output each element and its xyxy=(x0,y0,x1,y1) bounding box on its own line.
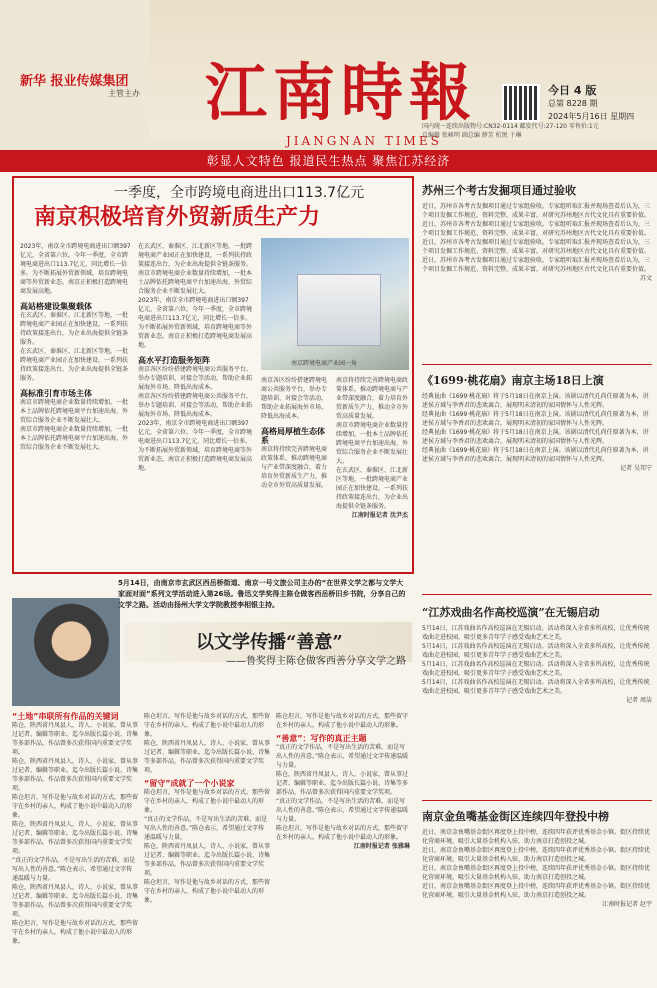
lead-col-4: 南京将持续完善跨境电商政策体系，推动跨境电商与产业带深度融合，着力培育外贸新质生产力，推动全市外贸高质量发展。 南京市跨境电商企业数量持续增加，一批本土品牌依托跨境电商平台加速出海，外贸综合服务企业不断发展壮大。 在玄武区、秦淮区、江北新区等地，一批跨境电商产业园正在加快建设，一系列扶持政策接连出台，为企业出海提供全链条服务。 江南时报记者 沈尹杰 xyxy=(336,377,409,519)
right-story-4-headline: 南京金鱼嘴基金街区连续四年登投中榜 xyxy=(422,810,609,823)
right-story-3: “江苏戏曲名作高校巡演”在无锡启动 5月14日，江苏戏曲名作高校巡演在无锡启动。活动将深入全省多所高校，让优秀传统戏曲走进校园，吸引更多青年学子感受戏曲艺术之美。 5月14日，江苏戏曲名作高校巡演在无锡启动。活动将深入全省多所高校，让优秀传统戏曲走进校园，吸引更多青年学子感受戏曲艺术之美。 5月14日，江苏戏曲名作高校巡演在无锡启动。活动将深入全省多所高校，让优秀传统戏曲走进校园，吸引更多青年学子感受戏曲艺术之美。 5月14日，江苏戏曲名作高校巡演在无锡启动。活动将深入全省多所高校，让优秀传统戏曲走进校园，吸引更多青年学子感受戏曲艺术之美。 记者 周洁 xyxy=(422,606,652,704)
feature-photo xyxy=(12,598,120,706)
right-story-2-headline: 《1699·桃花扇》南京主场18日上演 xyxy=(422,374,604,387)
newspaper-title-en: JIANGNAN TIMES xyxy=(286,134,442,148)
publication-info: 国内统一连续出版物号:CN32-0114 邮发代号:27-120 零售价:1元 总编辑 张峰明 副总编 薛芳 杭悦 于琳 xyxy=(422,123,599,139)
newspaper-title: 江南時報 xyxy=(205,56,478,129)
publisher-logo: 新华 报业传媒集团 xyxy=(20,74,129,89)
feature-col-2: 陈仓坦言，写作是他与故乡对话的方式，那些留守在乡村的亲人，构成了他小说中最动人的形象。 陈仓，陕西省丹凤县人，诗人、小说家，曾从事过记者、编辑等职业。迄今出版长篇小说、诗集等多部作品，作品曾多次获得国内重要文学奖项。 “留守”成就了一个小说家 陈仓坦言，写作是他与故乡对话的方式，那些留守在乡村的亲人，构成了他小说中最动人的形象。 “真正的文学作品，不是写出生活的苦难，而是写出人性的善意。”陈仓表示，希望通过文字传递温暖与力量。 陈仓，陕西省丹凤县人，诗人、小说家，曾从事过记者、编辑等职业。迄今出版长篇小说、诗集等多部作品，作品曾多次获得国内重要文学奖项。 陈仓坦言，写作是他与故乡对话的方式，那些留守在乡村的亲人，构成了他小说中最动人的形象。 xyxy=(144,713,271,904)
right-story-1-headline: 苏州三个考古发掘项目通过验收 xyxy=(422,184,576,197)
feature-col-1: “土地”串联所有作品的关键词 陈仓，陕西省丹凤县人，诗人、小说家，曾从事过记者、编辑等职业。迄今出版长篇小说、诗集等多部作品，作品曾多次获得国内重要文学奖项。 陈仓，陕西省丹凤县人，诗人、小说家，曾从事过记者、编辑等职业。迄今出版长篇小说、诗集等多部作品，作品曾多次获得国内重要文学奖项。 陈仓坦言，写作是他与故乡对话的方式，那些留守在乡村的亲人，构成了他小说中最动人的形象。 陈仓，陕西省丹凤县人，诗人、小说家，曾从事过记者、编辑等职业。迄今出版长篇小说、诗集等多部作品，作品曾多次获得国内重要文学奖项。 “真正的文学作品，不是写出生活的苦难，而是写出人性的善意。”陈仓表示，希望通过文字传递温暖与力量。 陈仓，陕西省丹凤县人，诗人、小说家，曾从事过记者、编辑等职业。迄今出版长篇小说、诗集等多部作品，作品曾多次获得国内重要文学奖项。 陈仓坦言，写作是他与故乡对话的方式，那些留守在乡村的亲人，构成了他小说中最动人的形象。 xyxy=(12,712,139,945)
lead-col-2: 在玄武区、秦淮区、江北新区等地，一批跨境电商产业园正在加快建设，一系列扶持政策接连出台，为企业出海提供全链条服务。 南京市跨境电商企业数量持续增加，一批本土品牌依托跨境电商平台加速出海，外贸综合服务企业不断发展壮大。 2023年，南京全市跨境电商进出口额397亿元，全省第六位。今年一季度，全市跨境电商进出口113.7亿元，同比增长一倍多。为不断拓展外贸新领域，培育跨境电商等外贸新业态，南京正积极打造跨境电商发展高地。 高水平打造服务矩阵 南京各区纷纷搭建跨境电商公共服务平台，举办专题培训、对接会等活动，帮助企业拓展海外市场、降低出海成本。 南京各区纷纷搭建跨境电商公共服务平台，举办专题培训、对接会等活动，帮助企业拓展海外市场、降低出海成本。 2023年，南京全市跨境电商进出口额397亿元，全省第六位。今年一季度，全市跨境电商进出口113.7亿元，同比增长一倍多。为不断拓展外贸新领域，培育跨境电商等外贸新业态，南京正积极打造跨境电商发展高地。 xyxy=(138,243,253,472)
building-image xyxy=(297,274,381,346)
feature-intro: 5月14日，由南京市玄武区西岳桥街道、南京一号文旅公司主办的“在世界文学之都与文学大家面对面”系列文学活动进入第26场。鲁迅文学奖得主陈仓做客西岳桥旧乡书院，分享自己的文学之路。活动由扬州大学文学院教授李相银主持。 xyxy=(118,579,406,609)
lead-col-3: 南京各区纷纷搭建跨境电商公共服务平台，举办专题培训、对接会等活动，帮助企业拓展海外市场、降低出海成本。 高格局厚植生态体系 南京将持续完善跨境电商政策体系，推动跨境电商与产业带深度融合，着力培育外贸新质生产力，推动全市外贸高质量发展。 xyxy=(261,377,328,489)
publisher-sub: 主管主办 xyxy=(108,89,140,98)
right-story-1: 苏州三个考古发掘项目通过验收 近日，苏州市各考古发掘项目通过专家组验收。专家组听取汇报并现场查看后认为，三个项目发掘工作规范、资料完整、成果丰富，对研究苏州地区古代文化具有重要价值。 近日，苏州市各考古发掘项目通过专家组验收。专家组听取汇报并现场查看后认为，三个项目发掘工作规范、资料完整、成果丰富，对研究苏州地区古代文化具有重要价值。 近日，苏州市各考古发掘项目通过专家组验收。专家组听取汇报并现场查看后认为，三个项目发掘工作规范、资料完整、成果丰富，对研究苏州地区古代文化具有重要价值。 近日，苏州市各考古发掘项目通过专家组验收。专家组听取汇报并现场查看后认为，三个项目发掘工作规范、资料完整、成果丰富，对研究苏州地区古代文化具有重要价值。 苏文 xyxy=(422,184,652,282)
right-story-3-headline: “江苏戏曲名作高校巡演”在无锡启动 xyxy=(422,606,600,619)
divider xyxy=(422,364,652,365)
right-story-2: 《1699·桃花扇》南京主场18日上演 经典昆曲《1699·桃花扇》将于5月18日在南京上演。该剧以清代孔尚任原著为本，讲述侯方域与李香君的悲欢离合，展现明末清初的家国情怀与人性光辉。 经典昆曲《1699·桃花扇》将于5月18日在南京上演。该剧以清代孔尚任原著为本，讲述侯方域与李香君的悲欢离合，展现明末清初的家国情怀与人性光辉。 经典昆曲《1699·桃花扇》将于5月18日在南京上演。该剧以清代孔尚任原著为本，讲述侯方域与李香君的悲欢离合，展现明末清初的家国情怀与人性光辉。 经典昆曲《1699·桃花扇》将于5月18日在南京上演。该剧以清代孔尚任原著为本，讲述侯方域与李香君的悲欢离合，展现明末清初的家国情怀与人性光辉。 记者 吴邦宁 xyxy=(422,374,652,472)
slogan-band: 彰显人文特色 报道民生热点 聚焦江苏经济 xyxy=(0,150,657,172)
divider xyxy=(422,800,652,801)
qr-code-icon xyxy=(502,84,540,122)
feature-subtitle: ——鲁奖得主陈仓做客西善分享文学之路 xyxy=(226,656,406,667)
photo-caption: 南京跨境电商产业园一角 xyxy=(291,360,358,367)
lead-col-1: 2023年，南京全市跨境电商进出口额397亿元，全省第六位。今年一季度，全市跨境电商进出口113.7亿元，同比增长一倍多。为不断拓展外贸新领域，培育跨境电商等外贸新业态，南京正积极打造跨境电商发展高地。 高站格建设集聚载体 在玄武区、秦淮区、江北新区等地，一批跨境电商产业园正在加快建设，一系列扶持政策接连出台，为企业出海提供全链条服务。 在玄武区、秦淮区、江北新区等地，一批跨境电商产业园正在加快建设，一系列扶持政策接连出台，为企业出海提供全链条服务。 高标准引育市场主体 南京市跨境电商企业数量持续增加，一批本土品牌依托跨境电商平台加速出海，外贸综合服务企业不断发展壮大。 南京市跨境电商企业数量持续增加，一批本土品牌依托跨境电商平台加速出海，外贸综合服务企业不断发展壮大。 xyxy=(20,243,131,451)
feature-col-3: 陈仓坦言，写作是他与故乡对话的方式，那些留守在乡村的亲人，构成了他小说中最动人的形象。 “善意”：写作的真正主题 “真正的文学作品，不是写出生活的苦难，而是写出人性的善意。”陈仓表示，希望通过文字传递温暖与力量。 陈仓，陕西省丹凤县人，诗人、小说家，曾从事过记者、编辑等职业。迄今出版长篇小说、诗集等多部作品，作品曾多次获得国内重要文学奖项。 “真正的文学作品，不是写出生活的苦难，而是写出人性的善意。”陈仓表示，希望通过文字传递温暖与力量。 陈仓坦言，写作是他与故乡对话的方式，那些留守在乡村的亲人，构成了他小说中最动人的形象。 江南时报记者 张雅琳 xyxy=(276,713,410,850)
feature-title: 以文学传播“善意” xyxy=(196,632,343,653)
right-story-4: 南京金鱼嘴基金街区连续四年登投中榜 近日，南京金鱼嘴基金街区再度登上投中榜，连续四年获评优秀基金小镇。街区持续优化营商环境，吸引大量基金机构入驻，助力南京打造创投之城。 近日，南京金鱼嘴基金街区再度登上投中榜，连续四年获评优秀基金小镇。街区持续优化营商环境，吸引大量基金机构入驻，助力南京打造创投之城。 近日，南京金鱼嘴基金街区再度登上投中榜，连续四年获评优秀基金小镇。街区持续优化营商环境，吸引大量基金机构入驻，助力南京打造创投之城。 近日，南京金鱼嘴基金街区再度登上投中榜，连续四年获评优秀基金小镇。街区持续优化营商环境，吸引大量基金机构入驻，助力南京打造创投之城。 江南时报记者 赵宇 xyxy=(422,810,652,908)
lead-kicker: 一季度，全市跨境电商进出口113.7亿元 xyxy=(114,185,365,201)
issue-info: 今日 4 版 总第 8228 期 2024年5月16日 星期四 xyxy=(548,84,635,121)
lead-photo xyxy=(261,238,409,370)
divider xyxy=(422,594,652,595)
lead-headline: 南京积极培育外贸新质生产力 xyxy=(34,204,321,230)
lead-article xyxy=(12,176,414,574)
